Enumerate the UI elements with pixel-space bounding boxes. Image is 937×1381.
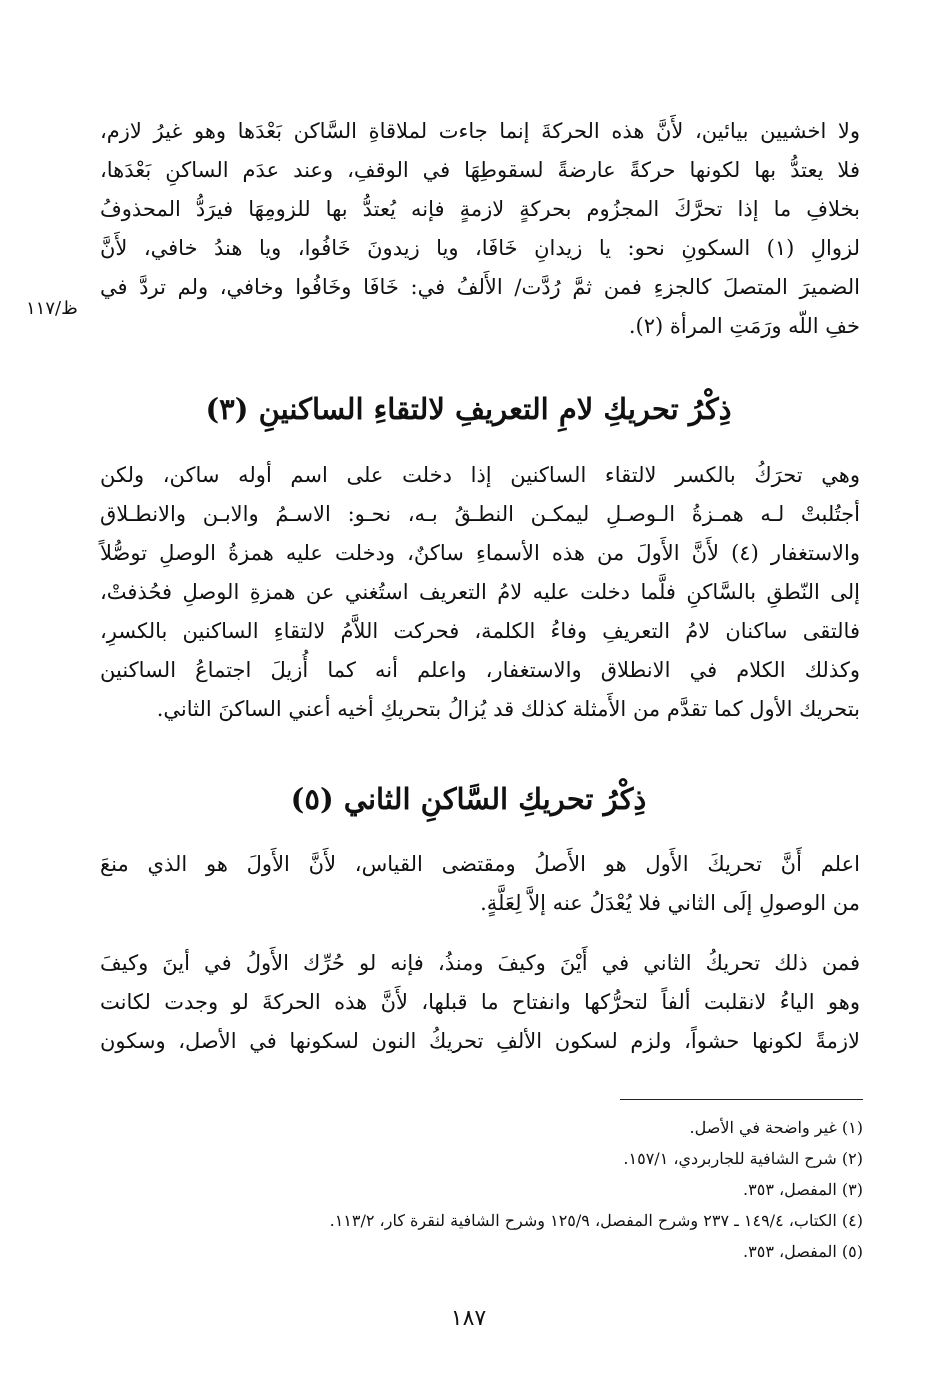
footnote-item: (١) غير واضحة في الأصل. (689, 1118, 863, 1137)
paragraph-4 (100, 944, 860, 1061)
text-line: لزوالِ (١) السكونِ نحو: يا زيدانِ خَافَا، ويا زيدونَ خَافُوا، ويا هندُ خافي، لأَنَّ (100, 236, 861, 260)
footnote-item: (٣) المفصل، ٣٥٣. (743, 1180, 863, 1199)
footnote-item: (٥) المفصل، ٣٥٣. (743, 1242, 863, 1261)
text-line: ولا اخشيين بيائين، لأَنَّ هذه الحركةَ إنما جاءت لملاقاةِ السَّاكن بَعْدَها وهو غيرُ لازم، (100, 119, 860, 143)
text-line: الضميرَ المتصلَ كالجزءِ فمن ثمَّ رُدَّت/ الأَلفُ في: خَافَا وخَافُوا وخافي، ولم تردَّ في (100, 275, 860, 299)
text-line: لازمةً لكونها حشواً، ولزم لسكون الألفِ تحريكُ النون لسكونها في الأصل، وسكون (100, 1029, 860, 1053)
text-line: وهي تحرَكُ بالكسر لالتقاء الساكنين إذا دخلت على اسم أوله ساكن، ولكن (100, 463, 860, 487)
text-line: من الوصولِ إلَى الثاني فلا يُعْدَلُ عنه إلاَّ لِعَلَّةٍ. (480, 891, 860, 915)
text-line: إلى النّطقِ بالسَّاكنِ فلَّما دخلت عليه لامُ التعريف استُغني عن همزةِ الوصلِ فحُذفتْ، (100, 580, 860, 604)
text-line: أجتُلبتْ لـه همـزةُ الـوصـلِ ليمكـن النطـقُ بـه، نحـو: الاسـمُ والابـن والانطـلاق (100, 502, 860, 526)
paragraph-3 (100, 845, 860, 923)
page-number: ١٨٧ (450, 1306, 487, 1331)
text-line: فلا يعتدُّ بها لكونها حركةً عارضةً لسقوطِهَا في الوقفِ، وعند عدَم الساكنِ بَعْدَها، (100, 158, 860, 182)
footnote-divider (620, 1099, 863, 1100)
section-heading-2: ذِكْرُ تحريكِ السَّاكنِ الثاني (٥) (290, 782, 647, 816)
text-line: بتحريك الأول كما تقدَّم من الأَمثلة كذلك قد يُزالُ بتحريكِ أخيه أعني الساكنَ الثاني. (156, 697, 860, 721)
footnotes (200, 1112, 863, 1267)
footnote-item: (٤) الكتاب، ١٤٩/٤ ـ ٢٣٧ وشرح المفصل، ١٢٥/٩ وشرح الشافية لنقرة كار، ١١٣/٢. (329, 1211, 863, 1230)
text-line: فمن ذلك تحريكُ الثاني في أَيْنَ وكيفَ ومنذُ، فإنه لو حُرِّك الأَولُ في أينَ وكيفَ (100, 951, 860, 975)
text-line: خفِ اللّه ورَمَتِ المرأة (٢). (628, 314, 860, 338)
margin-manuscript-note: ظ/١١٧ (26, 298, 78, 319)
paragraph-1 (100, 112, 860, 346)
text-line: وهو الياءُ لانقلبت ألفاً لتحرُّكها وانفتاح ما قبلها، لأَنَّ هذه الحركةَ لو وجدت لكانت (100, 990, 860, 1014)
paragraph-2 (100, 456, 860, 729)
section-heading-1: ذِكْرُ تحريكِ لامِ التعريفِ لالتقاءِ الساكنينِ (٣) (205, 392, 732, 426)
text-line: اعلم أَنَّ تحريكَ الأَول هو الأَصلُ ومقتضى القياس، لأَنَّ الأَولَ هو الذي منعَ (100, 852, 860, 876)
text-line: والاستغفار (٤) لأَنَّ الأَولَ من هذه الأسماءِ ساكنٌ، ودخلت عليه همزةُ الوصلِ توصُّلاً (100, 541, 861, 565)
text-line: فالتقى ساكنان لامُ التعريفِ وفاءُ الكلمة، فحركت اللاَّمُ لالتقاءِ الساكنين بالكسرِ، (100, 619, 860, 643)
text-line: وكذلك الكلام في الانطلاق والاستغفار، واعلم أنه كما أُزيلَ اجتماعُ الساكنين (100, 658, 860, 682)
text-line: بخلافِ ما إذا تحرَّكَ المجزُوم بحركةٍ لازمةٍ فإنه يُعتدُّ بها للزومِهَا فيرَدُّ المحذوفُ (100, 197, 860, 221)
footnote-item: (٢) شرح الشافية للجاربردي، ١٥٧/١. (623, 1149, 863, 1168)
